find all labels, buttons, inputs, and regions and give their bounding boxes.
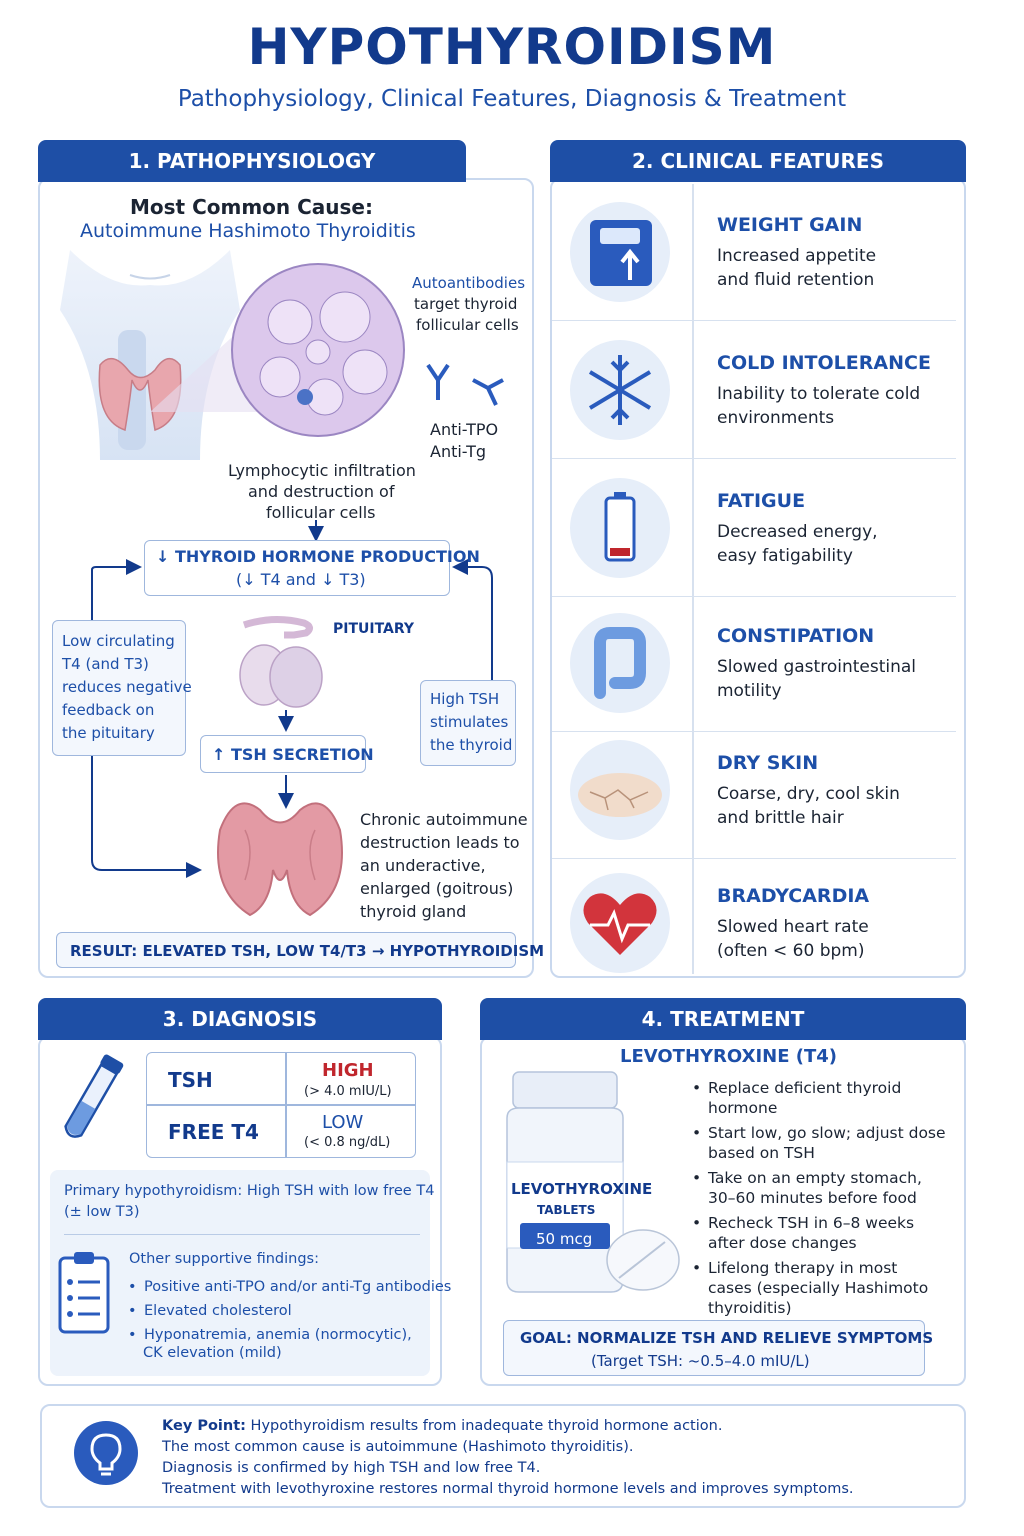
feature-weight-gain (552, 184, 956, 321)
supportive-title: Other supportive findings: (129, 1251, 319, 1267)
note-line: Low circulating (62, 632, 175, 650)
supportive-item: • Positive anti-TPO and/or anti-Tg antibodies (128, 1275, 451, 1299)
battery-low-icon (570, 478, 670, 578)
note-line: T4 (and T3) (62, 655, 149, 673)
item-line: • Lifelong therapy in most (708, 1259, 898, 1277)
feature-desc (717, 655, 947, 703)
key-point-line4: Treatment with levothyroxine restores normal thyroid hormone levels and improves symptoms. (162, 1481, 854, 1497)
key-point-label: Key Point: (162, 1418, 246, 1434)
lightbulb-icon (74, 1421, 138, 1485)
item-line: • Take on an empty stomach, (708, 1169, 922, 1187)
treatment-item (692, 1213, 962, 1253)
infiltration-line2: and destruction of (248, 482, 395, 501)
supportive-item-continued: CK elevation (mild) (143, 1345, 282, 1361)
item-line: • Start low, go slow; adjust dose (708, 1124, 946, 1142)
treatment-tab: 4. TREATMENT (480, 998, 966, 1040)
drug-name: LEVOTHYROXINE (T4) (620, 1046, 838, 1067)
tsh-result: HIGH (322, 1060, 374, 1081)
feature-bradycardia (552, 855, 956, 992)
tsh-test-label: TSH (168, 1068, 213, 1092)
anti-tg-label: Anti-Tg (430, 442, 487, 461)
autoantibodies-line2: target thyroid (414, 295, 518, 313)
clinical-features-tab: 2. CLINICAL FEATURES (550, 140, 966, 182)
feature-desc (717, 782, 947, 830)
note-line: enlarged (goitrous) (360, 879, 514, 898)
key-point-text (162, 1416, 854, 1500)
cause-label: Most Common Cause: (130, 195, 373, 219)
treatment-item (692, 1123, 962, 1163)
treatment-item (692, 1168, 962, 1208)
primary-line1: Primary hypothyroidism: High TSH with low free T4 (64, 1183, 435, 1199)
item-line: thyroiditis) (708, 1299, 792, 1317)
key-point-line3: Diagnosis is confirmed by high TSH and low free T4. (162, 1460, 541, 1476)
treatment-item (692, 1078, 962, 1118)
feature-constipation (552, 595, 956, 732)
feature-title: BRADYCARDIA (717, 885, 870, 907)
dry-skin-icon (570, 740, 670, 840)
feature-title: COLD INTOLERANCE (717, 352, 931, 374)
treatment-list (692, 1078, 962, 1318)
feature-title: WEIGHT GAIN (717, 214, 863, 236)
page-title: HYPOTHYROIDISM (247, 18, 777, 76)
goiter-thyroid-illustration (205, 790, 355, 920)
supportive-list (128, 1275, 451, 1347)
free-t4-result: LOW (322, 1112, 364, 1133)
note-line: the thyroid (430, 736, 513, 754)
result-text: RESULT: ELEVATED TSH, LOW T4/T3 → HYPOTHYROIDISM (70, 942, 545, 960)
desc-line: Inability to tolerate cold (717, 384, 921, 404)
desc-line: environments (717, 408, 835, 428)
key-point-line1 (162, 1416, 854, 1437)
tsh-secretion-label: ↑ TSH SECRETION (212, 745, 374, 764)
autoantibodies-label: Autoantibodies (412, 274, 526, 292)
feature-desc (717, 244, 947, 292)
free-t4-range: (< 0.8 ng/dL) (304, 1135, 391, 1150)
note-line: Chronic autoimmune (360, 810, 528, 829)
item-line: cases (especially Hashimoto (708, 1279, 929, 1297)
desc-line: Decreased energy, (717, 522, 878, 542)
page-subtitle: Pathophysiology, Clinical Features, Diagnosis & Treatment (177, 86, 847, 112)
hormone-production-line1: ↓ THYROID HORMONE PRODUCTION (156, 547, 480, 566)
desc-line: and fluid retention (717, 270, 875, 290)
scale-icon (570, 202, 670, 302)
note-line: the pituitary (62, 724, 155, 742)
note-line: destruction leads to (360, 833, 520, 852)
feature-desc (717, 382, 947, 430)
hormone-production-line2: (↓ T4 and ↓ T3) (236, 570, 366, 589)
desc-line: Slowed gastrointestinal (717, 657, 917, 677)
goal-line1: GOAL: NORMALIZE TSH AND RELIEVE SYMPTOMS (520, 1329, 934, 1347)
pituitary-illustration (234, 615, 334, 710)
feature-cold-intolerance (552, 322, 956, 459)
feature-title: FATIGUE (717, 490, 806, 512)
feature-fatigue (552, 460, 956, 597)
item-line: 30–60 minutes before food (708, 1189, 917, 1207)
item-line: after dose changes (708, 1234, 857, 1252)
autoantibodies-line3: follicular cells (416, 316, 519, 334)
desc-line: Coarse, dry, cool skin (717, 784, 900, 804)
goal-line2: (Target TSH: ~0.5–4.0 mIU/L) (591, 1352, 810, 1370)
snowflake-icon (570, 340, 670, 440)
high-tsh-text (430, 688, 512, 757)
intestine-icon (570, 613, 670, 713)
infiltration-line3: follicular cells (266, 503, 376, 522)
note-line: reduces negative (62, 678, 192, 696)
bottle-dose: 50 mcg (536, 1230, 593, 1248)
heart-pulse-icon (570, 873, 670, 973)
desc-line: motility (717, 681, 782, 701)
treatment-item (692, 1258, 962, 1318)
summary-divider (64, 1234, 420, 1235)
note-line: thyroid gland (360, 902, 467, 921)
anti-tpo-label: Anti-TPO (430, 420, 499, 439)
desc-line: Increased appetite (717, 246, 877, 266)
key-point-text: Hypothyroidism results from inadequate thyroid hormone action. (245, 1418, 723, 1434)
histology-circle (140, 262, 410, 442)
item-line: • Replace deficient thyroid hormone (708, 1079, 902, 1117)
infiltration-line1: Lymphocytic infiltration (228, 461, 416, 480)
feature-desc (717, 520, 947, 568)
note-line: stimulates (430, 713, 509, 731)
pituitary-label: PITUITARY (333, 621, 415, 637)
antibody-icon (418, 360, 508, 410)
lab-table-hdivider (147, 1104, 415, 1106)
feature-title: CONSTIPATION (717, 625, 875, 647)
feature-dry-skin (552, 722, 956, 859)
diagnosis-tab: 3. DIAGNOSIS (38, 998, 442, 1040)
key-point-line2: The most common cause is autoimmune (Hashimoto thyroiditis). (162, 1439, 634, 1455)
gland-note (360, 808, 528, 923)
desc-line: and brittle hair (717, 808, 844, 828)
cause-name: Autoimmune Hashimoto Thyroiditis (80, 220, 416, 242)
clipboard-icon (56, 1248, 114, 1336)
test-tube-icon (50, 1050, 130, 1150)
bottle-label: LEVOTHYROXINE (511, 1180, 653, 1198)
desc-line: easy fatigability (717, 546, 853, 566)
item-line: • Recheck TSH in 6–8 weeks (708, 1214, 915, 1232)
desc-line: Slowed heart rate (717, 917, 869, 937)
primary-line2: (± low T3) (64, 1204, 140, 1220)
item-line: based on TSH (708, 1144, 815, 1162)
desc-line: (often < 60 bpm) (717, 941, 865, 961)
feature-title: DRY SKIN (717, 752, 819, 774)
pathophysiology-tab: 1. PATHOPHYSIOLOGY (38, 140, 466, 182)
feature-desc (717, 915, 947, 963)
note-line: feedback on (62, 701, 155, 719)
supportive-item: • Elevated cholesterol (128, 1299, 451, 1323)
tsh-range: (> 4.0 mIU/L) (304, 1084, 392, 1099)
bottle-sub-label: TABLETS (537, 1203, 596, 1217)
note-line: High TSH (430, 690, 500, 708)
supportive-item: • Hyponatremia, anemia (normocytic), (128, 1323, 451, 1347)
note-line: an underactive, (360, 856, 486, 875)
negative-feedback-text (62, 630, 192, 745)
free-t4-test-label: FREE T4 (168, 1120, 259, 1144)
